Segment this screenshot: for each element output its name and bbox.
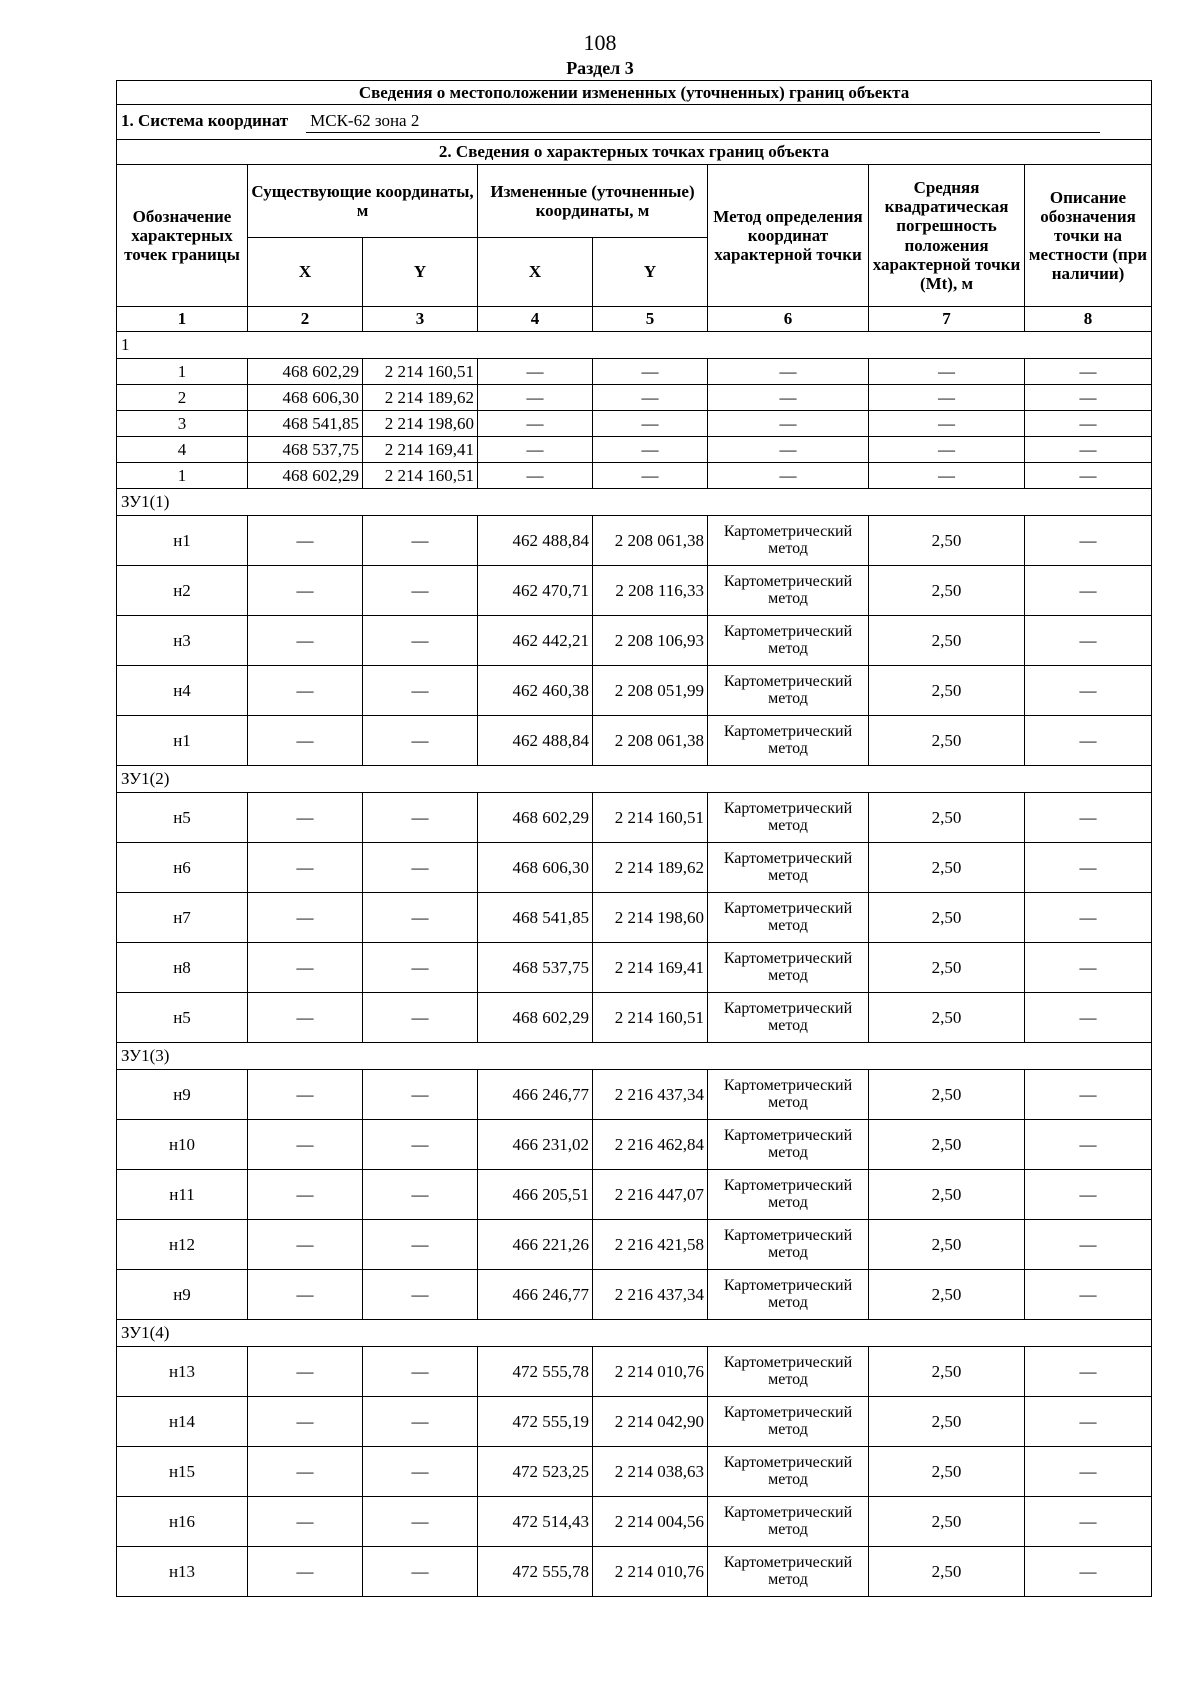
table-cell: — xyxy=(593,385,708,411)
table-cell: — xyxy=(363,1447,478,1497)
table-cell: — xyxy=(363,1397,478,1447)
table-row xyxy=(117,437,1152,463)
table-cell: н5 xyxy=(117,793,248,843)
table-cell: 2,50 xyxy=(869,1547,1025,1597)
table-cell: — xyxy=(363,1220,478,1270)
table-cell: Картометрический метод xyxy=(708,1497,869,1547)
table-row xyxy=(117,1547,1152,1597)
column-number: 4 xyxy=(478,307,593,332)
table-cell: — xyxy=(248,1120,363,1170)
table-cell: — xyxy=(869,385,1025,411)
boundary-points-table xyxy=(116,80,1152,1597)
points-section-title: 2. Сведения о характерных точках границ объекта xyxy=(117,140,1152,165)
table-cell: н4 xyxy=(117,666,248,716)
table-cell: — xyxy=(1025,1270,1152,1320)
table-cell: 2 214 042,90 xyxy=(593,1397,708,1447)
group-label: ЗУ1(3) xyxy=(117,1043,1152,1070)
table-cell: 462 488,84 xyxy=(478,716,593,766)
table-cell: — xyxy=(363,893,478,943)
table-cell: 2,50 xyxy=(869,843,1025,893)
table-row xyxy=(117,1347,1152,1397)
coord-system-value: МСК-62 зона 2 xyxy=(306,111,1100,132)
table-cell: — xyxy=(363,843,478,893)
header-description: Описание обозначения точки на местности (при наличии) xyxy=(1025,165,1152,307)
table-cell: 2 214 004,56 xyxy=(593,1497,708,1547)
table-cell: Картометрический метод xyxy=(708,666,869,716)
table-cell: 472 555,19 xyxy=(478,1397,593,1447)
table-cell: — xyxy=(1025,943,1152,993)
header-changed-y: Y xyxy=(593,238,708,307)
table-cell: 2 214 160,51 xyxy=(363,359,478,385)
table-cell: Картометрический метод xyxy=(708,793,869,843)
table-cell: — xyxy=(1025,359,1152,385)
header-changed-x: X xyxy=(478,238,593,307)
table-cell: — xyxy=(869,411,1025,437)
table-row xyxy=(117,1220,1152,1270)
table-row xyxy=(117,516,1152,566)
table-cell: 2 214 189,62 xyxy=(593,843,708,893)
table-cell: 3 xyxy=(117,411,248,437)
table-cell: — xyxy=(478,411,593,437)
group-header-row xyxy=(117,332,1152,359)
table-cell: — xyxy=(248,843,363,893)
table-cell: — xyxy=(593,359,708,385)
group-header-row xyxy=(117,766,1152,793)
table-cell: н7 xyxy=(117,893,248,943)
table-cell: н2 xyxy=(117,566,248,616)
group-label: ЗУ1(2) xyxy=(117,766,1152,793)
table-cell: Картометрический метод xyxy=(708,516,869,566)
table-cell: — xyxy=(593,411,708,437)
table-cell: — xyxy=(869,359,1025,385)
table-cell: — xyxy=(708,437,869,463)
table-cell: — xyxy=(363,1270,478,1320)
table-row xyxy=(117,385,1152,411)
table-cell: 468 606,30 xyxy=(478,843,593,893)
table-cell: Картометрический метод xyxy=(708,1270,869,1320)
table-cell: Картометрический метод xyxy=(708,893,869,943)
table-cell: н9 xyxy=(117,1270,248,1320)
table-cell: — xyxy=(248,1547,363,1597)
table-cell: 2,50 xyxy=(869,666,1025,716)
table-cell: Картометрический метод xyxy=(708,1397,869,1447)
table-row xyxy=(117,893,1152,943)
table-cell: н6 xyxy=(117,843,248,893)
table-title: Сведения о местоположении измененных (уточненных) границ объекта xyxy=(117,81,1152,105)
table-cell: — xyxy=(363,1497,478,1547)
table-cell: — xyxy=(1025,1170,1152,1220)
column-number: 7 xyxy=(869,307,1025,332)
header-method: Метод определения координат характерной точки xyxy=(708,165,869,307)
table-cell: — xyxy=(248,566,363,616)
table-cell: 2 214 198,60 xyxy=(593,893,708,943)
table-cell: — xyxy=(1025,716,1152,766)
table-cell: — xyxy=(248,1170,363,1220)
table-cell: — xyxy=(248,1497,363,1547)
table-cell: 2 208 106,93 xyxy=(593,616,708,666)
table-cell: — xyxy=(248,1070,363,1120)
table-cell: 468 602,29 xyxy=(248,359,363,385)
table-cell: 2 214 010,76 xyxy=(593,1347,708,1397)
table-cell: — xyxy=(1025,1220,1152,1270)
table-cell: 1 xyxy=(117,359,248,385)
table-cell: н13 xyxy=(117,1347,248,1397)
table-cell: 2 216 437,34 xyxy=(593,1070,708,1120)
table-row xyxy=(117,1497,1152,1547)
table-cell: 2,50 xyxy=(869,1270,1025,1320)
table-cell: 2,50 xyxy=(869,1447,1025,1497)
group-label: ЗУ1(4) xyxy=(117,1320,1152,1347)
coord-system-row xyxy=(117,105,1152,140)
table-cell: н5 xyxy=(117,993,248,1043)
table-cell: 466 246,77 xyxy=(478,1070,593,1120)
table-cell: — xyxy=(1025,566,1152,616)
table-cell: 2,50 xyxy=(869,616,1025,666)
table-cell: н8 xyxy=(117,943,248,993)
table-cell: — xyxy=(1025,1347,1152,1397)
table-cell: — xyxy=(248,1397,363,1447)
table-cell: — xyxy=(363,616,478,666)
section-title: Раздел 3 xyxy=(566,58,634,78)
header-existing-y: Y xyxy=(363,238,478,307)
table-cell: Картометрический метод xyxy=(708,716,869,766)
table-cell: 2,50 xyxy=(869,943,1025,993)
table-cell: 468 602,29 xyxy=(478,993,593,1043)
column-number: 2 xyxy=(248,307,363,332)
column-number: 1 xyxy=(117,307,248,332)
table-row xyxy=(117,463,1152,489)
table-cell: 2 214 038,63 xyxy=(593,1447,708,1497)
table-cell: 2 214 160,51 xyxy=(593,793,708,843)
table-row xyxy=(117,993,1152,1043)
table-cell: 2,50 xyxy=(869,1070,1025,1120)
table-cell: — xyxy=(1025,1120,1152,1170)
table-cell: 2 214 160,51 xyxy=(593,993,708,1043)
table-cell: 2,50 xyxy=(869,1497,1025,1547)
table-cell: 468 602,29 xyxy=(248,463,363,489)
table-row xyxy=(117,943,1152,993)
table-cell: — xyxy=(363,1070,478,1120)
column-number: 3 xyxy=(363,307,478,332)
table-cell: — xyxy=(248,666,363,716)
table-cell: — xyxy=(248,616,363,666)
table-cell: — xyxy=(1025,793,1152,843)
table-cell: 2 208 051,99 xyxy=(593,666,708,716)
column-number-row xyxy=(117,307,1152,332)
table-cell: 2 214 189,62 xyxy=(363,385,478,411)
table-row xyxy=(117,411,1152,437)
table-cell: — xyxy=(363,566,478,616)
table-row xyxy=(117,1447,1152,1497)
table-cell: — xyxy=(708,411,869,437)
table-cell: Картометрический метод xyxy=(708,843,869,893)
table-cell: 2 214 169,41 xyxy=(593,943,708,993)
table-cell: н10 xyxy=(117,1120,248,1170)
table-cell: 466 205,51 xyxy=(478,1170,593,1220)
table-cell: н1 xyxy=(117,716,248,766)
table-cell: 2,50 xyxy=(869,1347,1025,1397)
header-existing-coords: Существующие координаты, м xyxy=(248,165,478,238)
group-label: 1 xyxy=(117,332,1152,359)
table-cell: 466 221,26 xyxy=(478,1220,593,1270)
table-row xyxy=(117,716,1152,766)
table-cell: н1 xyxy=(117,516,248,566)
table-cell: 472 555,78 xyxy=(478,1347,593,1397)
table-cell: Картометрический метод xyxy=(708,1120,869,1170)
table-cell: 468 537,75 xyxy=(478,943,593,993)
table-cell: 468 541,85 xyxy=(478,893,593,943)
table-row xyxy=(117,616,1152,666)
table-cell: 2 216 421,58 xyxy=(593,1220,708,1270)
table-cell: — xyxy=(1025,437,1152,463)
table-cell: — xyxy=(363,1547,478,1597)
table-cell: 4 xyxy=(117,437,248,463)
table-cell: Картометрический метод xyxy=(708,1547,869,1597)
table-cell: 2,50 xyxy=(869,1170,1025,1220)
group-header-row xyxy=(117,489,1152,516)
table-cell: — xyxy=(708,385,869,411)
table-cell: — xyxy=(248,793,363,843)
table-cell: 1 xyxy=(117,463,248,489)
table-cell: н3 xyxy=(117,616,248,666)
table-cell: 472 514,43 xyxy=(478,1497,593,1547)
table-cell: 2 214 160,51 xyxy=(363,463,478,489)
table-cell: Картометрический метод xyxy=(708,943,869,993)
table-cell: — xyxy=(478,385,593,411)
table-cell: — xyxy=(1025,516,1152,566)
header-error: Средняя квадратическая погрешность положения характерной точки (Mt), м xyxy=(869,165,1025,307)
table-row xyxy=(117,1070,1152,1120)
table-row xyxy=(117,1170,1152,1220)
header-existing-x: X xyxy=(248,238,363,307)
table-cell: н9 xyxy=(117,1070,248,1120)
table-cell: — xyxy=(478,437,593,463)
table-cell: — xyxy=(1025,1547,1152,1597)
table-cell: — xyxy=(1025,616,1152,666)
table-cell: 472 555,78 xyxy=(478,1547,593,1597)
table-cell: 2,50 xyxy=(869,1220,1025,1270)
table-cell: — xyxy=(869,463,1025,489)
group-header-row xyxy=(117,1043,1152,1070)
table-cell: — xyxy=(363,716,478,766)
table-cell: Картометрический метод xyxy=(708,1447,869,1497)
table-cell: н11 xyxy=(117,1170,248,1220)
table-cell: — xyxy=(1025,1397,1152,1447)
page-number: 108 xyxy=(583,30,617,55)
table-cell: 2,50 xyxy=(869,716,1025,766)
table-cell: — xyxy=(248,893,363,943)
table-cell: — xyxy=(363,993,478,1043)
column-number: 5 xyxy=(593,307,708,332)
table-row xyxy=(117,1397,1152,1447)
table-cell: 2,50 xyxy=(869,893,1025,943)
table-cell: н13 xyxy=(117,1547,248,1597)
table-cell: — xyxy=(363,943,478,993)
table-cell: — xyxy=(1025,463,1152,489)
table-cell: — xyxy=(248,1347,363,1397)
table-cell: — xyxy=(248,943,363,993)
table-row xyxy=(117,843,1152,893)
table-cell: 2 208 061,38 xyxy=(593,516,708,566)
table-cell: Картометрический метод xyxy=(708,1220,869,1270)
table-cell: Картометрический метод xyxy=(708,993,869,1043)
table-cell: — xyxy=(708,463,869,489)
table-cell: — xyxy=(593,463,708,489)
table-cell: — xyxy=(363,1347,478,1397)
table-cell: 2 xyxy=(117,385,248,411)
table-cell: — xyxy=(248,993,363,1043)
table-cell: — xyxy=(478,463,593,489)
group-label: ЗУ1(1) xyxy=(117,489,1152,516)
table-cell: 2 214 169,41 xyxy=(363,437,478,463)
table-cell: Картометрический метод xyxy=(708,1070,869,1120)
table-cell: Картометрический метод xyxy=(708,566,869,616)
table-cell: — xyxy=(1025,1070,1152,1120)
table-cell: — xyxy=(363,1170,478,1220)
table-cell: — xyxy=(248,716,363,766)
table-cell: — xyxy=(1025,993,1152,1043)
table-cell: 462 488,84 xyxy=(478,516,593,566)
table-cell: 2,50 xyxy=(869,993,1025,1043)
coord-system-label: 1. Система координат xyxy=(121,111,289,131)
table-cell: — xyxy=(363,666,478,716)
table-cell: — xyxy=(248,516,363,566)
table-cell: н16 xyxy=(117,1497,248,1547)
table-cell: 2 216 462,84 xyxy=(593,1120,708,1170)
table-row xyxy=(117,793,1152,843)
table-cell: 2 208 061,38 xyxy=(593,716,708,766)
table-cell: 468 541,85 xyxy=(248,411,363,437)
table-cell: — xyxy=(1025,893,1152,943)
table-cell: 472 523,25 xyxy=(478,1447,593,1497)
table-cell: 462 442,21 xyxy=(478,616,593,666)
table-row xyxy=(117,1120,1152,1170)
header-changed-coords: Измененные (уточненные) координаты, м xyxy=(478,165,708,238)
table-cell: — xyxy=(593,437,708,463)
group-header-row xyxy=(117,1320,1152,1347)
table-cell: Картометрический метод xyxy=(708,616,869,666)
table-cell: 2,50 xyxy=(869,1397,1025,1447)
table-cell: — xyxy=(708,359,869,385)
table-row xyxy=(117,666,1152,716)
column-number: 6 xyxy=(708,307,869,332)
table-cell: — xyxy=(1025,411,1152,437)
table-cell: — xyxy=(1025,385,1152,411)
table-cell: 462 470,71 xyxy=(478,566,593,616)
table-cell: — xyxy=(363,516,478,566)
column-number: 8 xyxy=(1025,307,1152,332)
table-row xyxy=(117,1270,1152,1320)
table-cell: — xyxy=(1025,843,1152,893)
table-cell: 2,50 xyxy=(869,516,1025,566)
table-cell: 466 246,77 xyxy=(478,1270,593,1320)
table-cell: Картометрический метод xyxy=(708,1347,869,1397)
table-cell: 2 214 198,60 xyxy=(363,411,478,437)
table-cell: — xyxy=(363,793,478,843)
table-cell: 468 606,30 xyxy=(248,385,363,411)
table-cell: — xyxy=(363,1120,478,1170)
table-cell: — xyxy=(869,437,1025,463)
table-cell: н15 xyxy=(117,1447,248,1497)
table-cell: Картометрический метод xyxy=(708,1170,869,1220)
table-cell: 466 231,02 xyxy=(478,1120,593,1170)
table-cell: н12 xyxy=(117,1220,248,1270)
table-cell: 468 537,75 xyxy=(248,437,363,463)
table-cell: 2,50 xyxy=(869,1120,1025,1170)
table-cell: 468 602,29 xyxy=(478,793,593,843)
table-cell: — xyxy=(478,359,593,385)
table-cell: 2 216 447,07 xyxy=(593,1170,708,1220)
table-row xyxy=(117,359,1152,385)
table-cell: 2,50 xyxy=(869,566,1025,616)
table-cell: 2,50 xyxy=(869,793,1025,843)
table-cell: 2 208 116,33 xyxy=(593,566,708,616)
header-designation: Обозначение характерных точек границы xyxy=(117,165,248,307)
table-cell: 2 216 437,34 xyxy=(593,1270,708,1320)
table-cell: — xyxy=(248,1220,363,1270)
table-cell: — xyxy=(248,1447,363,1497)
table-cell: н14 xyxy=(117,1397,248,1447)
table-cell: — xyxy=(248,1270,363,1320)
table-cell: 2 214 010,76 xyxy=(593,1547,708,1597)
table-cell: — xyxy=(1025,1497,1152,1547)
table-cell: 462 460,38 xyxy=(478,666,593,716)
table-row xyxy=(117,566,1152,616)
table-cell: — xyxy=(1025,1447,1152,1497)
table-cell: — xyxy=(1025,666,1152,716)
